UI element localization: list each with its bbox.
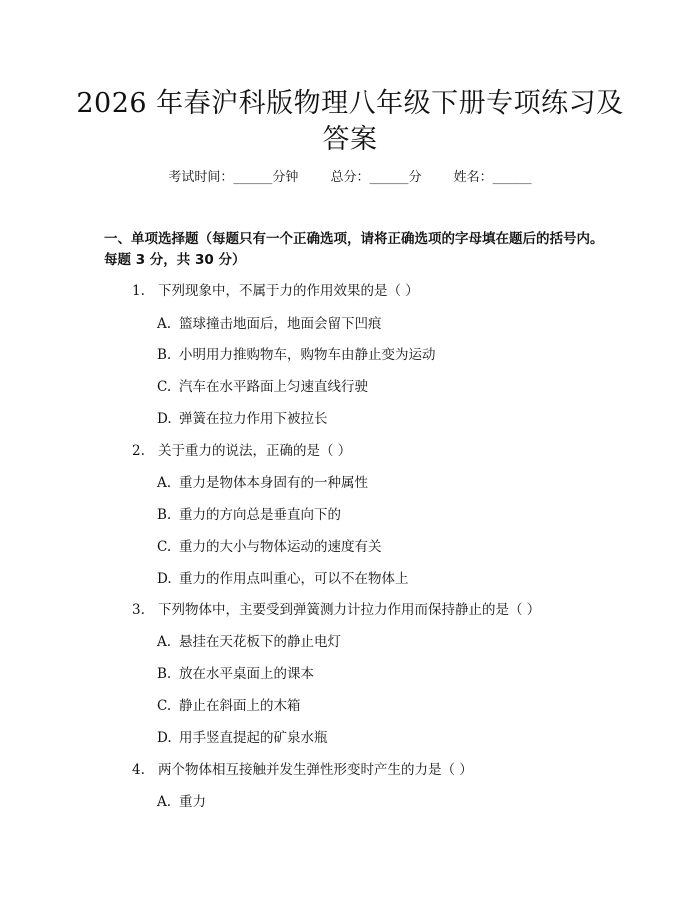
question-number: 4. [132, 762, 145, 778]
total-score-label: 总分：______分 [330, 170, 422, 185]
option-text: 重力 [179, 794, 206, 810]
option-letter: B. [157, 507, 172, 523]
question-3-option-d [157, 728, 328, 748]
exam-time-label: 考试时间：______分钟 [168, 170, 299, 185]
question-2-option-c [157, 537, 382, 557]
option-letter: D. [157, 411, 172, 427]
option-letter: B. [157, 666, 172, 682]
option-text: 篮球撞击地面后，地面会留下凹痕 [179, 316, 382, 332]
exam-meta [0, 168, 700, 188]
question-stem: 下列物体中，主要受到弹簧测力计拉力作用而保持静止的是（ ） [158, 602, 541, 618]
option-letter: A. [157, 794, 172, 810]
option-text: 用手竖直提起的矿泉水瓶 [179, 730, 328, 746]
option-text: 静止在斜面上的木箱 [179, 698, 301, 714]
option-text: 放在水平桌面上的课本 [179, 666, 314, 682]
option-letter: A. [157, 316, 172, 332]
question-2 [132, 441, 351, 461]
option-text: 重力的大小与物体运动的速度有关 [179, 539, 382, 555]
question-number: 2. [132, 443, 145, 459]
question-1-option-c [157, 377, 368, 397]
question-4 [132, 760, 473, 780]
option-text: 重力的方向总是垂直向下的 [179, 507, 341, 523]
option-letter: A. [157, 475, 172, 491]
option-text: 悬挂在天花板下的静止电灯 [179, 634, 341, 650]
option-letter: C. [157, 379, 172, 395]
option-text: 弹簧在拉力作用下被拉长 [179, 411, 328, 427]
question-3-option-a [157, 632, 341, 652]
question-1-option-a [157, 314, 382, 334]
option-text: 小明用力推购物车，购物车由静止变为运动 [179, 347, 436, 363]
question-2-option-a [157, 473, 368, 493]
document-title: 2026 年春沪科版物理八年级下册专项练习及答案 [76, 88, 624, 155]
question-4-option-a [157, 792, 206, 812]
section-heading: 一、单项选择题（每题只有一个正确选项，请将正确选项的字母填在题后的括号内。每题 3 分，共 30 分） [104, 231, 604, 268]
question-3-option-c [157, 696, 301, 716]
question-stem: 下列现象中，不属于力的作用效果的是（ ） [158, 283, 419, 299]
option-letter: C. [157, 539, 172, 555]
question-1 [132, 281, 419, 301]
option-letter: A. [157, 634, 172, 650]
option-text: 汽车在水平路面上匀速直线行驶 [179, 379, 368, 395]
option-letter: B. [157, 347, 172, 363]
question-3 [132, 600, 540, 620]
option-text: 重力的作用点叫重心，可以不在物体上 [179, 571, 409, 587]
student-name-label: 姓名：______ [453, 170, 532, 185]
question-1-option-d [157, 409, 328, 429]
question-1-option-b [157, 345, 436, 365]
question-2-option-b [157, 505, 341, 525]
question-number: 1. [132, 283, 145, 299]
option-letter: D. [157, 730, 172, 746]
option-text: 重力是物体本身固有的一种属性 [179, 475, 368, 491]
option-letter: C. [157, 698, 172, 714]
question-stem: 两个物体相互接触并发生弹性形变时产生的力是（ ） [158, 762, 473, 778]
question-stem: 关于重力的说法，正确的是（ ） [158, 443, 352, 459]
question-3-option-b [157, 664, 314, 684]
question-2-option-d [157, 569, 409, 589]
question-number: 3. [132, 602, 145, 618]
option-letter: D. [157, 571, 172, 587]
